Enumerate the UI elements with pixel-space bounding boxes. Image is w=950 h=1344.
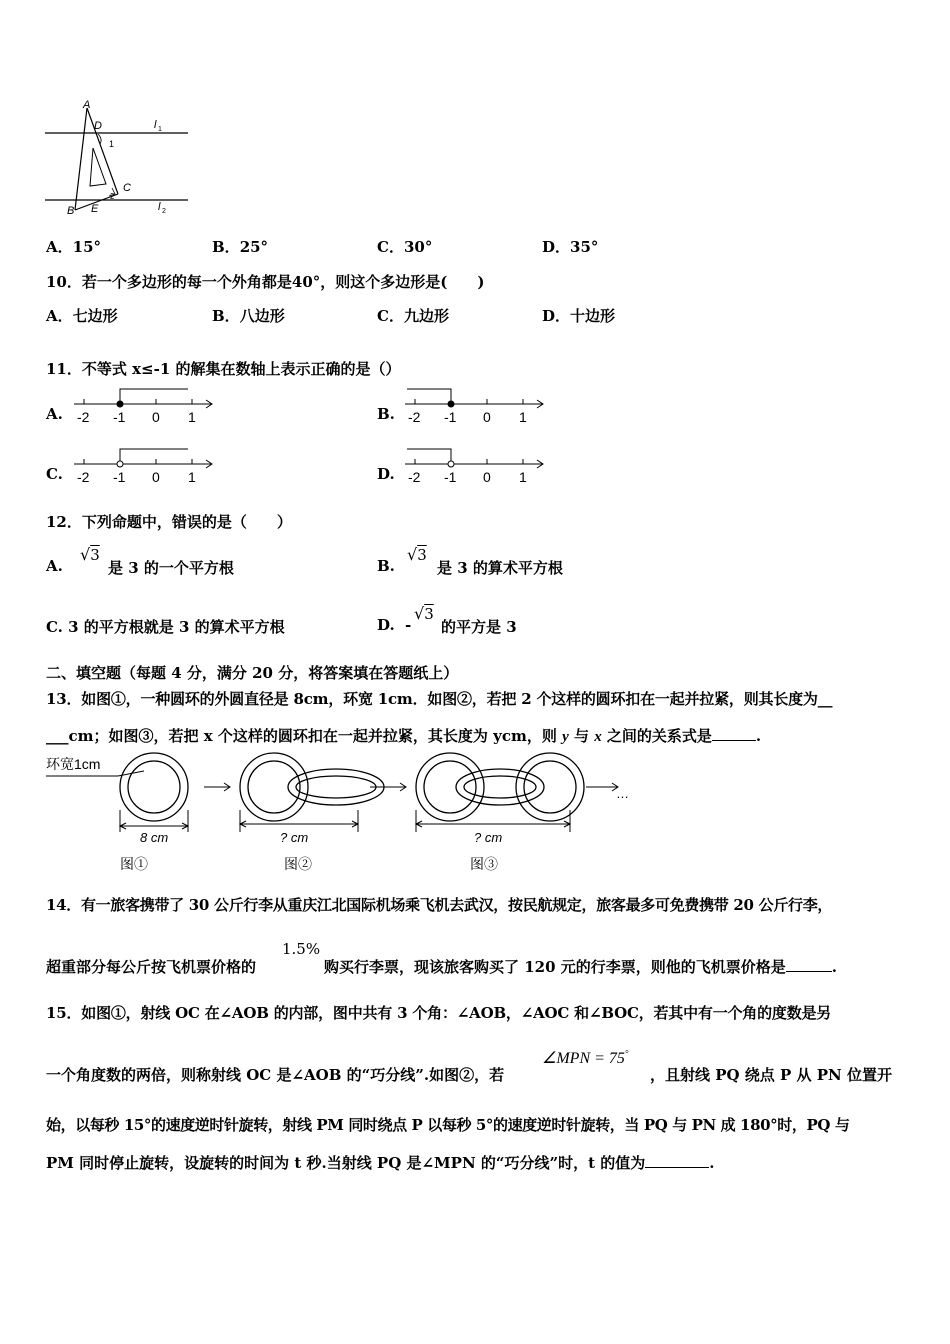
label-l2: l [158,201,161,213]
q14-answer-blank[interactable] [786,957,832,972]
svg-text:0: 0 [483,469,491,485]
label-l1: l [154,119,157,131]
q9-figure [40,98,200,223]
label-b: B [67,205,75,217]
q15-answer-blank[interactable] [645,1153,709,1168]
svg-text:-1: -1 [113,469,126,485]
q13-answer-blank[interactable] [712,726,756,741]
q11-label-a: A. [46,405,63,423]
svg-text:图②: 图② [284,856,312,872]
q10-option-b[interactable]: B．八边形 [212,307,285,325]
q12-option-c[interactable]: C. 3 的平方根就是 3 的算术平方根 [46,618,285,636]
q9-option-b[interactable]: B．25° [212,238,269,256]
label-l2-sub: 2 [162,208,166,215]
sqrt-symbol: √3 [80,545,100,564]
q11-number-line-c[interactable] [72,445,217,490]
label-a: A [83,99,91,111]
svg-text:-2: -2 [77,469,90,485]
q13-line2: ___cm；如图③，若把 x 个这样的圆环扣在一起并拉紧，其长度为 ycm，则 y 与 x 之间的关系式是 . [46,727,762,745]
svg-text:0: 0 [152,409,160,425]
ring-width-label: 环宽1cm [46,756,101,772]
q10-option-d[interactable]: D．十边形 [542,307,616,325]
svg-text:图③: 图③ [470,856,498,872]
svg-text:-1: -1 [444,469,457,485]
q15-line3: 始，以每秒 15°的速度逆时针旋转，射线 PM 同时绕点 P 以每秒 5°的速度逆时针旋转，当 PQ 与 PN 成 180°时，PQ 与 [46,1116,850,1134]
svg-text:? cm: ? cm [474,830,503,845]
q10-option-a[interactable]: A．七边形 [46,307,118,325]
svg-text:1: 1 [519,409,527,425]
label-2: 2 [110,192,115,201]
ring-1-outer [120,753,188,821]
q13-line1: 13．如图①，一种圆环的外圆直径是 8cm，环宽 1cm．如图②，若把 2 个这样的圆环扣在一起并拉紧，则其长度为__ [46,690,833,708]
label-l1-sub: 1 [158,126,162,133]
q15-line4: PM 同时停止旋转，设旋转的时间为 t 秒.当射线 PQ 是∠MPN 的“巧分线”时，t 的值为 . [46,1154,715,1172]
ring-1-inner [128,761,180,813]
svg-text:1: 1 [188,409,196,425]
q11-number-line-a[interactable] [72,385,217,430]
svg-text:0: 0 [152,469,160,485]
side-ab [75,108,87,210]
q9-option-a[interactable]: A．15° [46,238,102,256]
label-e: E [91,203,99,215]
label-d: D [94,120,102,132]
q11-stem: 11．不等式 x≤-1 的解集在数轴上表示正确的是（） [46,360,401,378]
q12-stem: 12．下列命题中，错误的是（ ） [46,513,292,531]
q11-label-d: D. [377,465,395,483]
sqrt-symbol: √3 [414,604,434,623]
section-title: 二、填空题（每题 4 分，满分 20 分，将答案填在答题纸上） [46,664,459,682]
q10-stem: 10．若一个多边形的每一个外角都是40°，则这个多边形是( ) [46,273,485,291]
q11-label-b: B. [377,405,395,423]
svg-text:1: 1 [519,469,527,485]
svg-text:-2: -2 [77,409,90,425]
q10-option-c[interactable]: C．九边形 [377,307,449,325]
svg-text:-1: -1 [113,409,126,425]
q13-figure [46,752,646,877]
label-c: C [123,182,131,194]
svg-text:1: 1 [188,469,196,485]
label-1: 1 [109,139,115,149]
q9-option-d[interactable]: D．35° [542,238,599,256]
svg-text:-2: -2 [408,469,421,485]
q14-line1: 14．有一旅客携带了 30 公斤行李从重庆江北国际机场乘飞机去武汉，按民航规定，旅客最多可免费携带 20 公斤行李， [46,896,833,914]
svg-text:0: 0 [483,409,491,425]
svg-text:-1: -1 [444,409,457,425]
sqrt-symbol: √3 [407,545,427,564]
q11-number-line-d[interactable] [403,445,548,490]
q11-number-line-b[interactable] [403,385,548,430]
side-ac [87,108,118,194]
svg-text:? cm: ? cm [280,830,309,845]
q15-line1: 15．如图①，射线 OC 在∠AOB 的内部，图中共有 3 个角：∠AOB，∠AOC 和∠BOC，若其中有一个角的度数是另 [46,1004,832,1022]
svg-text:…: … [616,786,629,801]
q9-option-c[interactable]: C．30° [377,238,433,256]
svg-text:图①: 图① [120,856,148,872]
svg-text:8 cm: 8 cm [140,830,169,845]
q11-label-c: C. [46,465,63,483]
svg-text:-2: -2 [408,409,421,425]
